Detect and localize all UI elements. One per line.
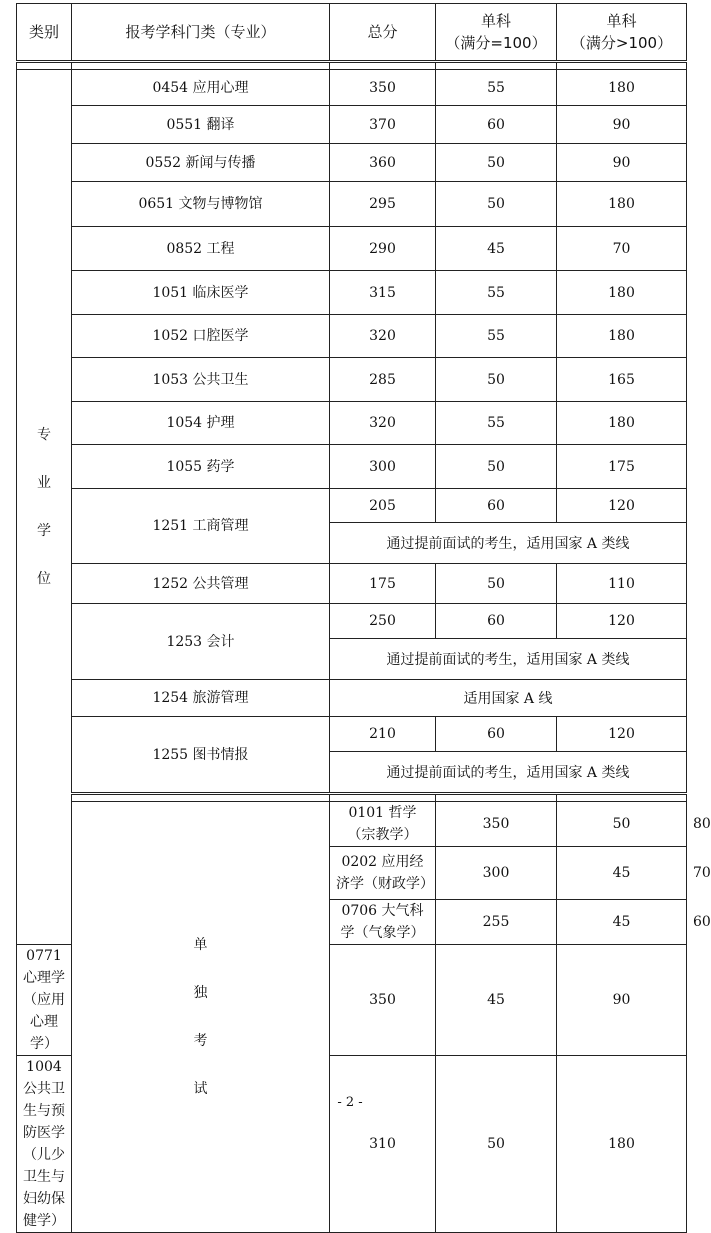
header-category: 类别 [17,4,72,62]
single-over-100-cell: 180 [557,315,687,358]
single-over-100-cell: 120 [557,489,687,523]
single-over-100-cell: 90 [557,945,687,1056]
table-row [17,604,687,639]
single-100-cell: 60 [436,717,557,752]
total-cell: 300 [330,445,436,489]
single-over-100-cell: 180 [557,271,687,315]
subject-cell: 1051 临床医学 [72,271,330,315]
score-table [16,3,711,1233]
table-row [17,227,687,271]
table-row [17,680,687,717]
subject-cell: 1251 工商管理 [72,489,330,564]
note-cell: 通过提前面试的考生，适用国家 A 类线 [330,639,687,680]
category-char: 位 [37,571,51,587]
total-cell: 370 [330,106,436,144]
single-100-cell: 50 [436,445,557,489]
single-over-100-cell: 120 [557,717,687,752]
total-cell: 210 [330,717,436,752]
total-cell: 250 [330,604,436,639]
group-separator [17,794,687,802]
single-100-cell: 60 [436,604,557,639]
single-over-100-cell: 165 [557,358,687,402]
table-row [17,315,687,358]
single-100-cell: 50 [436,564,557,604]
total-cell: 350 [330,945,436,1056]
table-row [17,402,687,445]
header-single-100-line2: （满分=100） [445,34,547,52]
table-row: 0706 大气科学（气象学） 255 45 60 [17,900,687,945]
subject-cell: 0852 工程 [72,227,330,271]
single-over-100-cell: 90 [557,144,687,182]
single-100-cell: 55 [436,315,557,358]
subject-cell: 1004 公共卫生与预防医学（儿少卫生与妇幼保健学） [17,1056,72,1233]
category-char: 试 [193,1081,208,1097]
subject-cell: 0771 心理学（应用心理学） [17,945,72,1056]
single-100-cell: 45 [557,847,687,900]
single-100-cell: 50 [557,802,687,847]
total-cell: 285 [330,358,436,402]
subject-cell: 1054 护理 [72,402,330,445]
single-100-cell: 50 [436,144,557,182]
subject-cell: 1253 会计 [72,604,330,680]
category-char: 学 [37,523,51,539]
single-100-cell: 50 [436,182,557,227]
single-100-cell: 60 [436,489,557,523]
subject-cell: 1252 公共管理 [72,564,330,604]
single-over-100-cell: 120 [557,604,687,639]
subject-cell: 0101 哲学（宗教学） [330,802,436,847]
table-row [17,717,687,752]
total-cell: 205 [330,489,436,523]
total-cell: 310 [330,1056,436,1233]
single-100-cell: 55 [436,271,557,315]
single-100-cell: 55 [436,402,557,445]
single-over-100-cell: 110 [557,564,687,604]
single-over-100-cell: 70 [557,227,687,271]
subject-cell: 0706 大气科学（气象学） [330,900,436,945]
category-professional-degree [17,70,72,945]
header-separator [17,62,687,70]
total-cell: 255 [436,900,557,945]
single-over-100-cell: 175 [557,445,687,489]
table-row [17,106,687,144]
page-number: - 2 - [337,1095,363,1110]
category-separate-exam [72,802,330,1233]
subject-cell: 0454 应用心理 [72,70,330,106]
single-over-100-cell: 180 [557,402,687,445]
total-cell: 300 [436,847,557,900]
table-row [17,144,687,182]
total-cell: 315 [330,271,436,315]
single-100-cell: 50 [436,358,557,402]
single-100-cell: 45 [436,945,557,1056]
table-row: 单 独 考 试 0101 哲学（宗教学） 350 50 80 [17,802,687,847]
header-single-100-line1: 单科 [480,12,511,30]
single-100-cell: 55 [436,70,557,106]
header-single-over-100-line1: 单科 [606,12,637,30]
subject-cell: 0202 应用经济学（财政学） [330,847,436,900]
subject-cell: 1052 口腔医学 [72,315,330,358]
header-row [17,4,687,62]
subject-cell: 0552 新闻与传播 [72,144,330,182]
single-100-cell: 50 [436,1056,557,1233]
subject-cell: 0551 翻译 [72,106,330,144]
table-row [17,182,687,227]
table-row [17,70,687,106]
header-total: 总分 [330,4,436,62]
total-cell: 295 [330,182,436,227]
table-row [17,358,687,402]
table-row: 0202 应用经济学（财政学） 300 45 70 [17,847,687,900]
subject-cell: 1254 旅游管理 [72,680,330,717]
table-row [17,489,687,523]
note-cell: 通过提前面试的考生，适用国家 A 类线 [330,523,687,564]
total-cell: 320 [330,402,436,445]
single-over-100-cell: 180 [557,70,687,106]
subject-cell: 1255 图书情报 [72,717,330,794]
table-row [17,564,687,604]
header-single-100 [436,4,557,62]
header-single-over-100-line2: （满分>100） [570,34,673,52]
total-cell: 350 [436,802,557,847]
merged-cell: 适用国家 A 线 [330,680,687,717]
single-100-cell: 45 [436,227,557,271]
single-over-100-cell: 180 [557,182,687,227]
category-char: 单 [193,937,208,953]
single-100-cell: 45 [557,900,687,945]
note-cell: 通过提前面试的考生，适用国家 A 类线 [330,752,687,794]
total-cell: 290 [330,227,436,271]
header-subject: 报考学科门类（专业） [72,4,330,62]
single-over-100-cell: 180 [557,1056,687,1233]
category-char: 独 [193,985,208,1001]
total-cell: 320 [330,315,436,358]
category-char: 业 [37,475,51,491]
subject-cell: 0651 文物与博物馆 [72,182,330,227]
single-100-cell: 60 [436,106,557,144]
subject-cell: 1053 公共卫生 [72,358,330,402]
table-row [17,271,687,315]
total-cell: 350 [330,70,436,106]
category-char: 考 [193,1033,208,1049]
single-over-100-cell: 90 [557,106,687,144]
subject-cell: 1055 药学 [72,445,330,489]
category-char: 专 [37,427,51,443]
total-cell: 360 [330,144,436,182]
total-cell: 175 [330,564,436,604]
header-single-over-100 [557,4,687,62]
table-row [17,445,687,489]
